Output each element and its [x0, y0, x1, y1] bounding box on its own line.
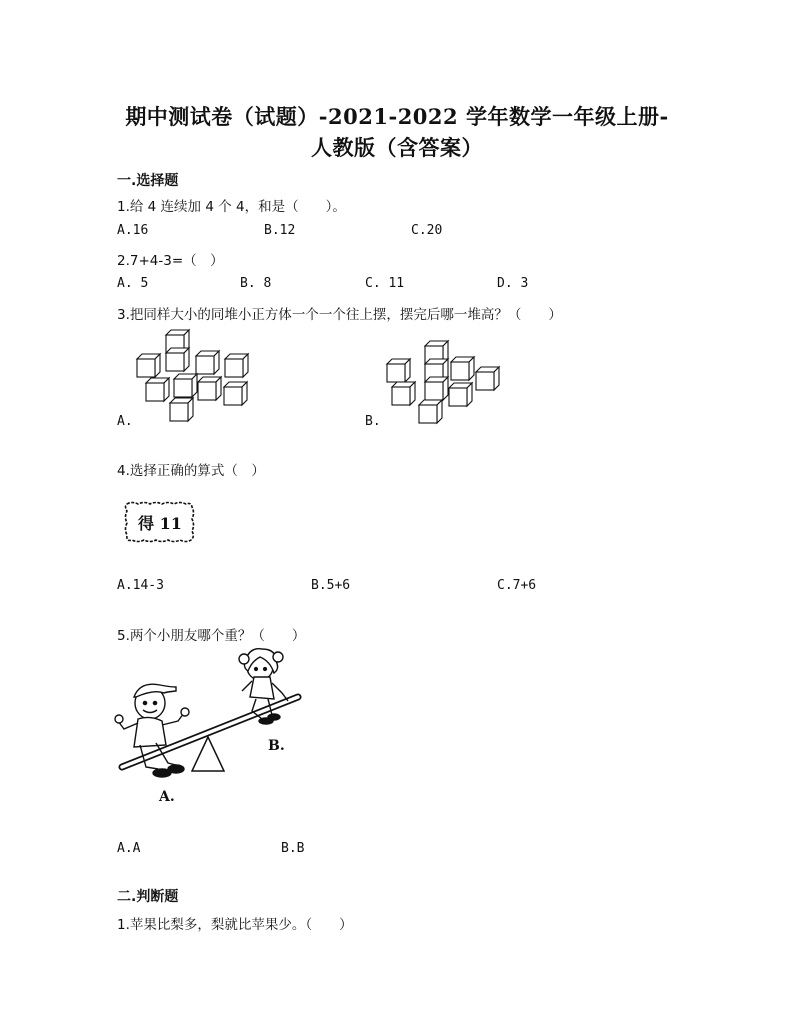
q3-label-a: A. [117, 414, 133, 429]
q4-option-b: B.5+6 [311, 578, 351, 593]
cube-pile-b [387, 341, 499, 423]
question-2-text: 2.7+4-3=（ ） [117, 253, 224, 269]
q5-option-a: A.A [117, 841, 141, 856]
q2-option-c: C. 11 [365, 276, 405, 291]
judgement-question-1-text: 1.苹果比梨多，梨就比苹果少。（ ） [117, 917, 353, 933]
q1-option-a: A.16 [117, 223, 149, 238]
page-title-line1: 期中测试卷（试题）-2021-2022 学年数学一年级上册- [125, 104, 669, 129]
page-title-line2: 人教版（含答案） [311, 135, 483, 160]
q2-option-a: A. 5 [117, 276, 149, 291]
fulcrum [192, 737, 224, 771]
question-5-text: 5.两个小朋友哪个重？（ ） [117, 628, 306, 644]
q3-label-b: B. [365, 414, 381, 429]
seesaw-label-b: B. [268, 738, 285, 754]
q1-option-c: C.20 [411, 223, 443, 238]
question-4-text: 4.选择正确的算式（ ） [117, 463, 265, 479]
question-3-text: 3.把同样大小的同堆小正方体一个一个往上摆，摆完后哪一堆高？（ ） [117, 307, 562, 323]
q1-option-b: B.12 [264, 223, 296, 238]
q4-option-c: C.7+6 [497, 578, 537, 593]
question-1-text: 1.给 4 连续加 4 个 4，和是（ ）。 [117, 199, 346, 215]
cube-pile-a [137, 330, 248, 421]
q4-option-a: A.14-3 [117, 578, 164, 593]
section-heading-judgement: 二.判断题 [117, 889, 179, 905]
q2-option-b: B. 8 [240, 276, 272, 291]
q2-option-d: D. 3 [497, 276, 529, 291]
q4-box-text: 得 11 [138, 514, 182, 533]
section-heading-choice: 一.选择题 [117, 173, 179, 189]
seesaw-figure [110, 645, 310, 815]
q5-option-b: B.B [281, 841, 305, 856]
seesaw-label-a: A. [159, 789, 175, 805]
